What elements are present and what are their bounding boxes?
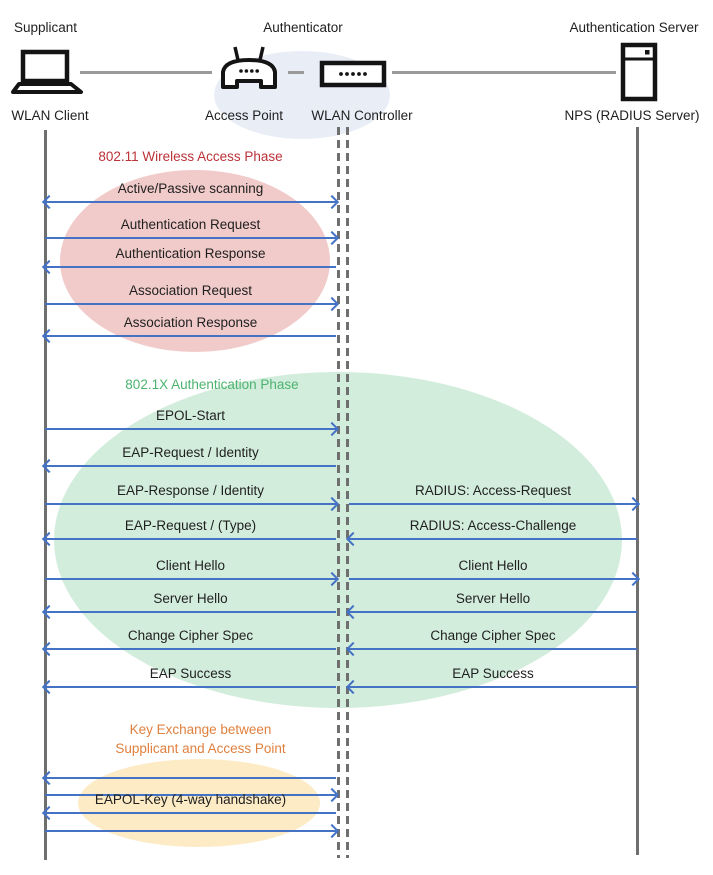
arrow-line bbox=[45, 201, 336, 203]
arrow-line bbox=[349, 503, 637, 505]
arrow-line bbox=[45, 578, 336, 580]
arrow-line bbox=[349, 648, 637, 650]
message-label: EAP-Response / Identity bbox=[116, 483, 265, 498]
msg-eap-request-identity bbox=[45, 442, 336, 467]
role-authenticator: Authenticator bbox=[263, 20, 343, 35]
connector-ap-controller bbox=[288, 71, 304, 74]
message-label: Association Request bbox=[128, 283, 253, 298]
msg-eapol-key-4 bbox=[45, 807, 336, 832]
msg-radius-access-challenge bbox=[349, 515, 637, 540]
message-label: Client Hello bbox=[458, 558, 528, 573]
arrow-line bbox=[45, 237, 336, 239]
arrow-line bbox=[45, 538, 336, 540]
phase3-title-line2: Supplicant and Access Point bbox=[115, 741, 286, 756]
arrow-line bbox=[45, 611, 336, 613]
connector-client-ap bbox=[80, 71, 212, 74]
role-supplicant: Supplicant bbox=[14, 20, 78, 35]
arrow-line bbox=[349, 611, 637, 613]
msg-association-request bbox=[45, 280, 336, 305]
message-label: EAP-Request / Identity bbox=[122, 445, 259, 460]
wlan-controller-icon bbox=[319, 60, 387, 88]
role-authentication-server: Authentication Server bbox=[569, 20, 699, 35]
arrow-line bbox=[45, 335, 336, 337]
label-wlan-controller: WLAN Controller bbox=[311, 108, 413, 123]
arrow-line bbox=[45, 503, 336, 505]
arrow-line bbox=[45, 465, 336, 467]
arrow-line bbox=[45, 266, 336, 268]
msg-change-cipher-spec-left bbox=[45, 625, 336, 650]
phase1-title: 802.11 Wireless Access Phase bbox=[98, 149, 283, 164]
msg-radius-access-request bbox=[349, 480, 637, 505]
message-label: Active/Passive scanning bbox=[117, 181, 264, 196]
label-nps-radius-server: NPS (RADIUS Server) bbox=[564, 108, 700, 123]
arrow-line bbox=[45, 648, 336, 650]
message-label: EAP Success bbox=[149, 666, 232, 681]
label-wlan-client: WLAN Client bbox=[11, 108, 89, 123]
message-label: EPOL-Start bbox=[155, 408, 226, 423]
message-label: Association Response bbox=[123, 315, 258, 330]
message-label: Change Cipher Spec bbox=[127, 628, 254, 643]
msg-eap-request-type bbox=[45, 515, 336, 540]
msg-change-cipher-spec-right bbox=[349, 625, 637, 650]
msg-active-passive-scanning bbox=[45, 178, 336, 203]
msg-authentication-response bbox=[45, 243, 336, 268]
label-access-point: Access Point bbox=[204, 108, 284, 123]
message-label: EAP Success bbox=[452, 666, 534, 681]
arrow-line bbox=[45, 686, 336, 688]
msg-client-hello-right bbox=[349, 555, 637, 580]
connector-controller-server bbox=[392, 71, 616, 74]
msg-authentication-request bbox=[45, 214, 336, 239]
arrow-line bbox=[45, 428, 336, 430]
msg-server-hello-right bbox=[349, 588, 637, 613]
message-label: Client Hello bbox=[155, 558, 226, 573]
arrow-line bbox=[349, 538, 637, 540]
msg-association-response bbox=[45, 312, 336, 337]
arrow-line bbox=[45, 830, 336, 832]
message-label: Server Hello bbox=[153, 591, 228, 606]
message-label: Server Hello bbox=[455, 591, 531, 606]
message-label: RADIUS: Access-Challenge bbox=[409, 518, 577, 533]
message-label: EAP-Request / (Type) bbox=[124, 518, 257, 533]
msg-epol-start bbox=[45, 405, 336, 430]
server-icon bbox=[620, 42, 658, 102]
message-label: RADIUS: Access-Request bbox=[414, 483, 572, 498]
message-label: Change Cipher Spec bbox=[430, 628, 556, 643]
phase2-title: 802.1X Authentication Phase bbox=[125, 377, 299, 392]
message-label: Authentication Response bbox=[115, 246, 266, 261]
msg-eap-response-identity bbox=[45, 480, 336, 505]
msg-eap-success-left bbox=[45, 663, 336, 688]
arrow-line bbox=[349, 578, 637, 580]
arrow-line bbox=[45, 303, 336, 305]
phase3-title-line1: Key Exchange between bbox=[129, 722, 272, 737]
msg-server-hello-left bbox=[45, 588, 336, 613]
msg-client-hello-left bbox=[45, 555, 336, 580]
phase3-title bbox=[58, 720, 343, 758]
arrow-line bbox=[349, 686, 637, 688]
laptop-icon bbox=[10, 49, 88, 95]
message-label: EAPOL-Key (4-way handshake) bbox=[94, 792, 287, 807]
msg-eap-success-right bbox=[349, 663, 637, 688]
access-point-icon bbox=[218, 44, 280, 92]
message-label: Authentication Request bbox=[120, 217, 261, 232]
